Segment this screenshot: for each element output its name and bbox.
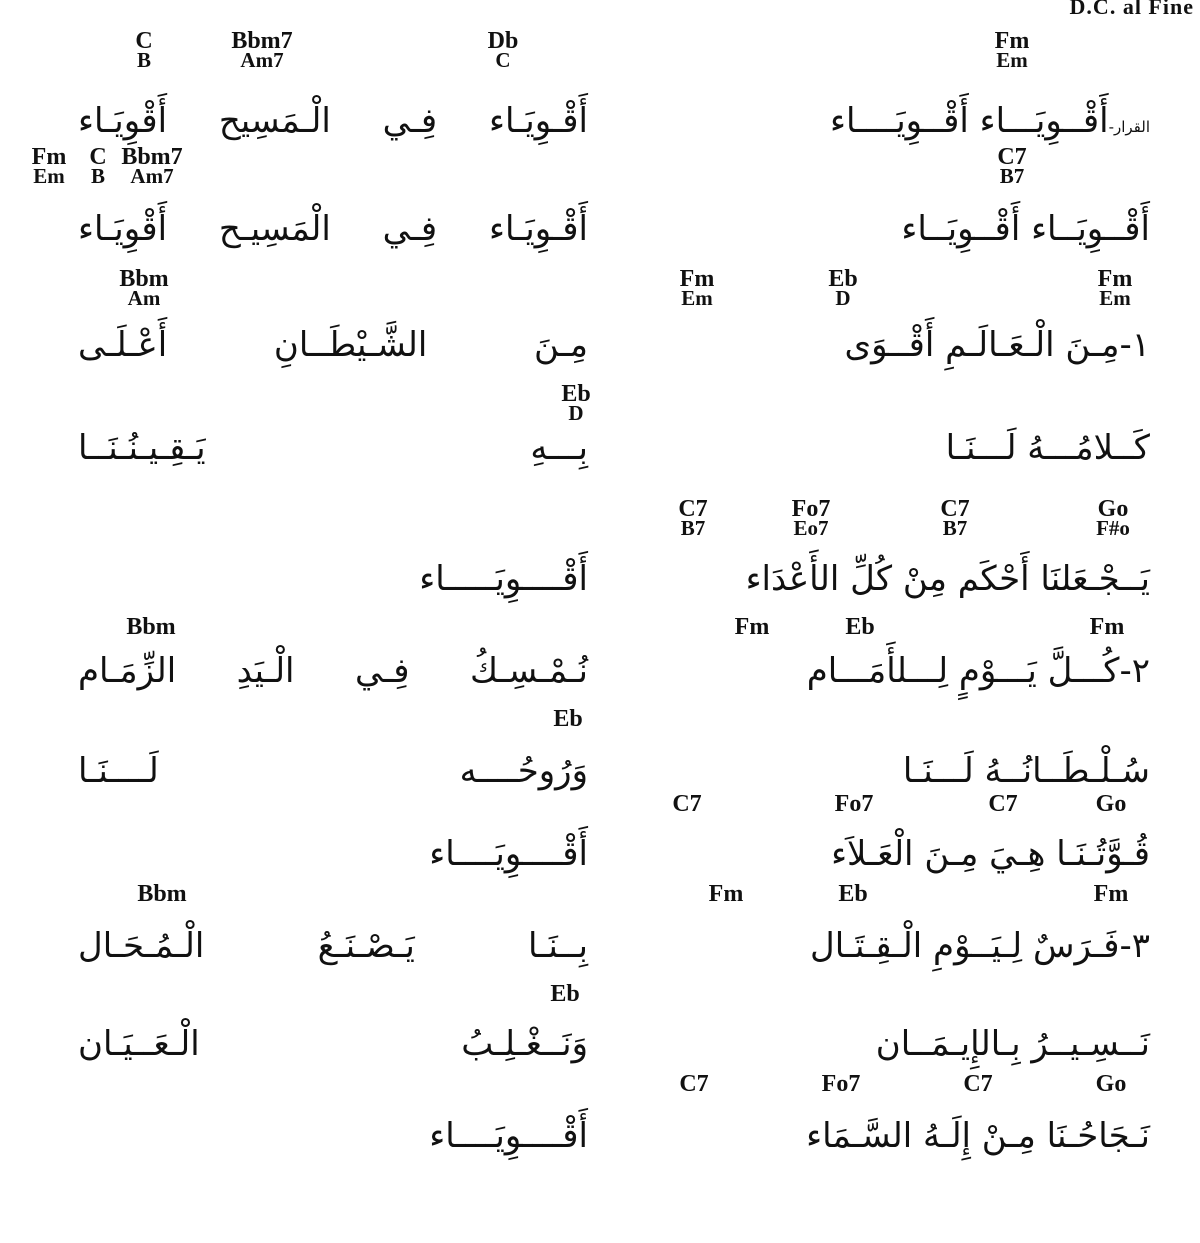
chord-transposed: D: [568, 401, 584, 425]
lyric-text: قُـوَّتُـنَـا هِـيَ مِـنَ الْعَـلاَء: [831, 834, 1150, 874]
verse-number: ٢-: [1119, 651, 1150, 691]
chord-primary: Fm: [708, 881, 744, 907]
chord-symbol: [997, 144, 1027, 188]
chord-symbol: [963, 1071, 993, 1097]
chord-symbol: [550, 981, 580, 1007]
lyric-right-column: [590, 322, 1150, 368]
lyric-left-column: أَقْــــوِيَـــــاء: [419, 559, 588, 599]
chord-primary: Fm: [734, 614, 770, 640]
chord-transposed: B7: [999, 164, 1025, 188]
chord-symbol: [1093, 881, 1129, 907]
chord-symbol: [1095, 1071, 1127, 1097]
chord-primary: Fo7: [821, 1071, 861, 1097]
chord-symbol: [838, 881, 868, 907]
lyric-right-column: [590, 1113, 1150, 1159]
chord-primary: Fm: [1089, 614, 1125, 640]
chord-primary: Fm: [679, 266, 715, 292]
chord-transposed: Em: [1099, 286, 1131, 310]
chord-symbol: [834, 791, 874, 817]
chord-symbol: [487, 28, 519, 72]
lyric-right-column: [590, 425, 1150, 471]
chord-primary: C7: [997, 144, 1027, 170]
chord-transposed: Eo7: [793, 516, 829, 540]
lyric-right-column: [590, 1021, 1150, 1067]
chord-transposed: Em: [33, 164, 65, 188]
lyric-text: نَـجَاحُـنَا مِـنْ إِلَـهُ السَّـمَاء: [806, 1116, 1150, 1156]
chord-symbol: [1089, 614, 1125, 640]
chord-symbol: [940, 496, 970, 540]
lyric-right-column: [590, 923, 1150, 969]
chord-symbol: [988, 791, 1018, 817]
chord-primary: Go: [1097, 496, 1129, 522]
chord-primary: Bbm: [119, 266, 169, 292]
chord-symbol: [1095, 791, 1127, 817]
chord-transposed: B7: [942, 516, 968, 540]
lyric-row: [0, 144, 1200, 266]
chord-primary: Fm: [994, 28, 1030, 54]
top-right-note: D.C. al Fine: [1069, 0, 1194, 19]
chord-transposed: Am: [127, 286, 161, 310]
lyric-left-column: أَقْــــوِيَــــاء: [429, 1116, 588, 1156]
chord-primary: Eb: [838, 881, 868, 907]
chord-symbol: [828, 266, 858, 310]
chord-primary: Fm: [1093, 881, 1129, 907]
chord-symbol: [734, 614, 770, 640]
chord-symbol: [791, 496, 831, 540]
lyric-text: كَــلامُـــهُ لَـــنَـا: [945, 428, 1150, 468]
chord-primary: C: [135, 28, 153, 54]
lyric-text: سُـلْـطَــانُــهُ لَـــنَـا: [902, 751, 1150, 791]
lyric-text: أَقْــوِيَـــاء أَقْــوِيَــــاء: [830, 101, 1109, 141]
chord-primary: Fo7: [791, 496, 831, 522]
lyric-left-column: وَنَــغْـلِـبُ الْـعَــيَـان: [78, 1024, 588, 1064]
lyric-row: [0, 266, 1200, 388]
chord-primary: Fm: [31, 144, 67, 170]
chord-transposed: C: [495, 48, 511, 72]
chord-primary: C: [89, 144, 107, 170]
chord-symbol: [678, 496, 708, 540]
lyric-text: مِـنَ الْـعَـالَـمِ أَقْــوَى: [844, 325, 1120, 365]
chord-primary: C7: [678, 496, 708, 522]
chord-symbol: [561, 381, 591, 425]
chord-primary: C7: [672, 791, 702, 817]
chord-symbol: [31, 144, 67, 188]
chord-symbol: [553, 706, 583, 732]
verse-number: ٣-: [1119, 926, 1150, 966]
chord-primary: Eb: [561, 381, 591, 407]
lyric-left-column: مِـنَ الشَّـيْطَــانِ أَعْـلَـى: [78, 325, 588, 365]
chord-primary: Bbm7: [231, 28, 293, 54]
chord-primary: Eb: [550, 981, 580, 1007]
chord-symbol: [231, 28, 293, 72]
lyric-right-column: [590, 98, 1150, 150]
lyric-right-column: [590, 648, 1150, 694]
lyric-text: أَقْــوِيَــاء أَقْــوِيَــاء: [901, 209, 1150, 249]
chord-symbol: [679, 266, 715, 310]
lyric-left-column: أَقْـوِيَـاء فِـي الْـمَسِيح أَقْوِيَـاء: [78, 101, 588, 141]
chord-transposed: B: [136, 48, 151, 72]
chord-transposed: D: [835, 286, 851, 310]
lyric-text: فَـرَسٌ لِـيَــوْمِ الْـقِـتَـال: [810, 926, 1120, 966]
verse-number: ١-: [1119, 325, 1150, 365]
chord-primary: Eb: [828, 266, 858, 292]
verse-number: القرار-: [1108, 118, 1150, 136]
chord-primary: C7: [679, 1071, 709, 1097]
chord-primary: Eb: [553, 706, 583, 732]
lyric-left-column: أَقْـوِيَـاء فِـي الْمَسِيـح أَقْوِيَـاء: [78, 209, 588, 249]
lyric-right-column: [590, 206, 1150, 252]
lyric-right-column: [590, 831, 1150, 877]
chord-primary: Fm: [1097, 266, 1133, 292]
lyric-left-column: أَقْــــوِيَــــاء: [429, 834, 588, 874]
chord-primary: Go: [1095, 1071, 1127, 1097]
chord-primary: Bbm: [137, 881, 187, 907]
chord-primary: Db: [487, 28, 519, 54]
chord-transposed: Am7: [130, 164, 174, 188]
lyric-left-column: نُـمْـسِـكُ فِـي الْـيَدِ الزِّمَـام: [78, 651, 588, 691]
lyric-text: كُـــلَّ يَـــوْمٍ لِـــلأَمَـــام: [806, 651, 1120, 691]
chord-symbol: [121, 144, 183, 188]
chord-transposed: B7: [680, 516, 706, 540]
chord-primary: Bbm: [126, 614, 176, 640]
chord-symbol: [119, 266, 169, 310]
chord-symbol: [137, 881, 187, 907]
chord-primary: C7: [940, 496, 970, 522]
lyric-row: [0, 381, 1200, 503]
chord-symbol: [672, 791, 702, 817]
chord-symbol: [1097, 266, 1133, 310]
chord-primary: C7: [963, 1071, 993, 1097]
lyric-row: [0, 28, 1200, 150]
chord-symbol: [135, 28, 153, 72]
lyric-left-column: بِــنَـا يَـصْـنَـعُ الْـمُـحَـال: [78, 926, 588, 966]
chord-transposed: Em: [996, 48, 1028, 72]
chord-symbol: [708, 881, 744, 907]
chord-symbol: [994, 28, 1030, 72]
lyric-text: نَــسِـيــرُ بِـالإِيـمَــان: [875, 1024, 1150, 1064]
lyric-row: [0, 496, 1200, 618]
chord-transposed: F#o: [1096, 516, 1130, 540]
chord-primary: Bbm7: [121, 144, 183, 170]
chord-primary: C7: [988, 791, 1018, 817]
chord-primary: Go: [1095, 791, 1127, 817]
chord-symbol: [1096, 496, 1130, 540]
chord-transposed: Em: [681, 286, 713, 310]
chord-symbol: [126, 614, 176, 640]
lyric-left-column: بِـــهِ يَـقِـيـنُـنَــا: [78, 428, 588, 468]
chord-primary: Eb: [845, 614, 875, 640]
lyric-text: يَــجْـعَلنَا أَحْكَم مِنْ كُلِّ الأَعْدَاء: [745, 559, 1150, 599]
lyric-row: [0, 1071, 1200, 1193]
chord-symbol: [845, 614, 875, 640]
chord-transposed: B: [90, 164, 105, 188]
chord-symbol: [679, 1071, 709, 1097]
lyric-right-column: [590, 556, 1150, 602]
chord-symbol: [821, 1071, 861, 1097]
chord-primary: Fo7: [834, 791, 874, 817]
lyric-right-column: [590, 748, 1150, 794]
chord-transposed: Am7: [240, 48, 284, 72]
chord-symbol: [89, 144, 107, 188]
lyric-left-column: وَرُوحُــــه لَــــنَـا: [78, 751, 588, 791]
